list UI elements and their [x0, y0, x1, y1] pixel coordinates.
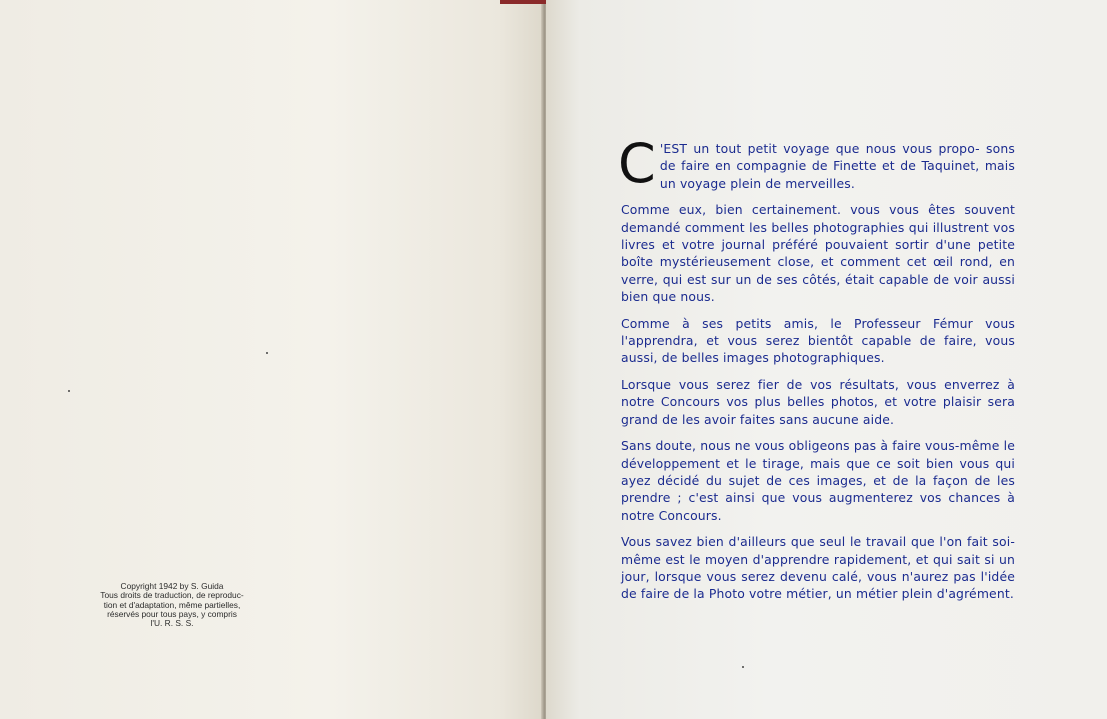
- paragraph-3: Comme à ses petits amis, le Professeur Fémur vous l'apprendra, et vous serez bientôt capable de faire, vous aussi, de belles images photographiques.: [621, 315, 1015, 366]
- first-line: 'EST un tout petit voyage que nous vous propo-: [659, 141, 980, 156]
- drop-cap: C: [618, 132, 656, 195]
- paper-speck: [68, 390, 70, 392]
- paragraph-6: Vous savez bien d'ailleurs que seul le travail que l'on fait soi-même est le moyen d'apprendre rapidement, et qui sait si un jour, lorsque vous serez devenu calé, vous n'aurez pas l'idée de faire de la Photo votre métier, un métier plein d'agrément.: [621, 534, 1015, 602]
- copyright-line: Copyright 1942 by S. Guida: [120, 581, 224, 591]
- copyright-line: Tous droits de traduction, de reproduc-: [100, 590, 244, 601]
- intro-text: [618, 132, 1015, 612]
- paper-speck: [266, 352, 268, 354]
- paragraph-4: Lorsque vous serez fier de vos résultats, vous enverrez à notre Concours vos plus belles photos, et votre plaisir sera grand de les avoir faites sans aucune aide.: [621, 376, 1015, 427]
- copyright-notice: [84, 582, 260, 628]
- paragraph-1-rest: sons de faire en compagnie de Finette et de Taquinet, mais un voyage plein de merveilles.: [659, 141, 1015, 191]
- paragraph-5: Sans doute, nous ne vous obligeons pas à faire vous-même le développement et le tirage, mais que ce soit bien vous qui ayez décidé du sujet de ces images, et de la façon de les prendre ; c'est ainsi que vous augmenterez vos chances à notre Concours.: [621, 438, 1015, 523]
- left-page: [0, 0, 543, 719]
- paragraph-2: Comme eux, bien certainement. vous vous êtes souvent demandé comment les belles photographies qui illustrent vos livres et votre journal préféré pouvaient sortir d'une petite boîte mystérieusement close, et comment cet œil rond, en verre, qui est sur un de ses côtés, était capable de voir aussi bien que nous.: [621, 202, 1015, 305]
- paper-speck: [742, 666, 744, 668]
- copyright-line: tion et d'adaptation, même partielles,: [103, 599, 241, 610]
- copyright-line: réservés pour tous pays, y compris: [107, 608, 237, 619]
- paragraph-1: [618, 132, 1015, 195]
- copyright-line: l'U. R. S. S.: [150, 618, 194, 629]
